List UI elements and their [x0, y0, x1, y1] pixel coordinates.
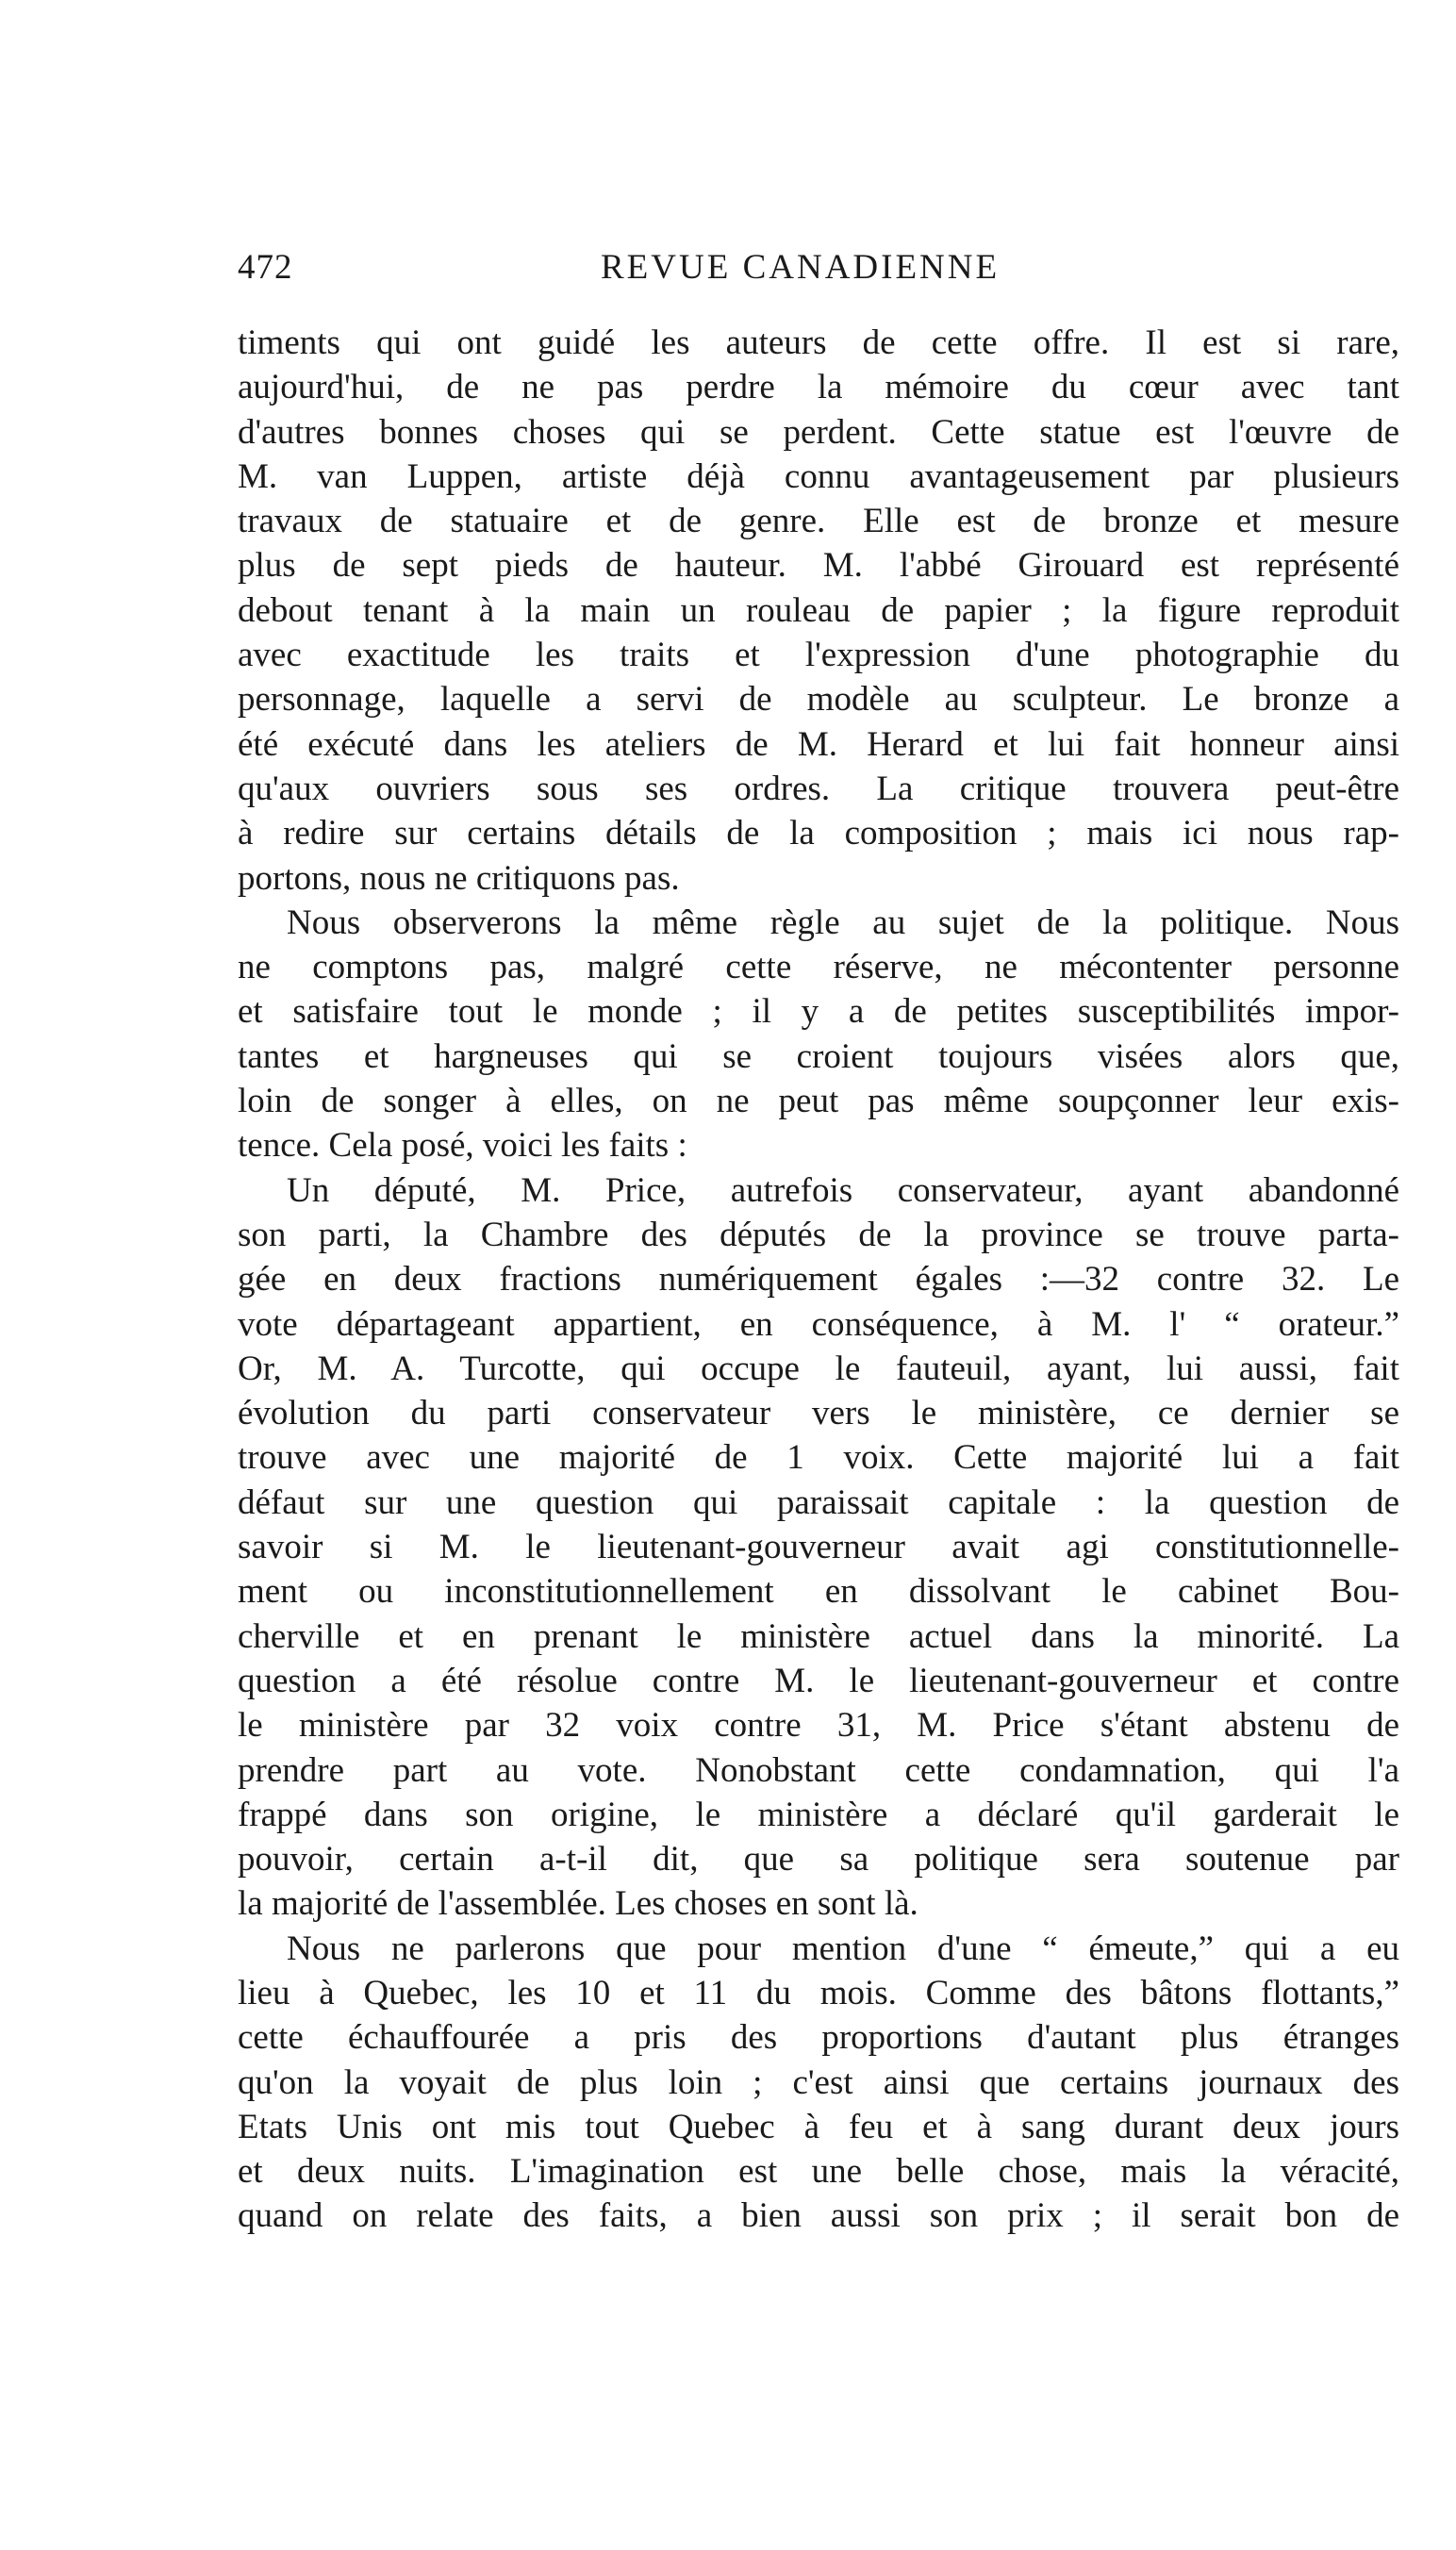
running-title: REVUE CANADIENNE	[601, 248, 1001, 287]
paragraph	[238, 321, 1399, 901]
body-text	[238, 321, 1399, 2239]
text-line: timents qui ont guidé les auteurs de cette offre. Il est si rare,	[238, 323, 1399, 362]
text-line: Etats Unis ont mis tout Quebec à feu et à sang durant deux jours	[238, 2107, 1399, 2146]
text-line: la majorité de l'assemblée. Les choses en sont là.	[238, 1884, 918, 1924]
text-line: Nous observerons la même règle au sujet de la politique. Nous	[287, 902, 1399, 942]
text-line: évolution du parti conservateur vers le ministère, ce dernier se	[238, 1394, 1399, 1433]
paragraph	[238, 1927, 1399, 2239]
text-line: loin de songer à elles, on ne peut pas même soupçonner leur exis-	[238, 1082, 1399, 1121]
text-line: plus de sept pieds de hauteur. M. l'abbé Girouard est représenté	[238, 546, 1399, 586]
text-line: ne comptons pas, malgré cette réserve, ne mécontenter personne	[238, 948, 1399, 987]
text-line: prendre part au vote. Nonobstant cette condamnation, qui l'a	[238, 1750, 1399, 1790]
text-line: gée en deux fractions numériquement égales :—32 contre 32. Le	[238, 1260, 1399, 1300]
text-line: son parti, la Chambre des députés de la province se trouve parta-	[238, 1215, 1399, 1254]
page-number: 472	[238, 248, 293, 287]
text-line: ment ou inconstitutionnellement en dissolvant le cabinet Bou-	[238, 1572, 1399, 1612]
text-line: avec exactitude les traits et l'expression d'une photographie du	[238, 636, 1399, 675]
text-line: trouve avec une majorité de 1 voix. Cette majorité lui a fait	[238, 1438, 1399, 1478]
text-line: Or, M. A. Turcotte, qui occupe le fauteuil, ayant, lui aussi, fait	[238, 1349, 1399, 1388]
text-line: portons, nous ne critiquons pas.	[238, 858, 680, 898]
text-line: Nous ne parlerons que pour mention d'une “ émeute,” qui a eu	[287, 1929, 1399, 1968]
text-line: debout tenant à la main un rouleau de papier ; la figure reproduit	[238, 590, 1399, 630]
text-line: défaut sur une question qui paraissait capitale : la question de	[238, 1482, 1399, 1522]
text-line: à redire sur certains détails de la composition ; mais ici nous rap-	[238, 814, 1399, 853]
text-line: tence. Cela posé, voici les faits :	[238, 1126, 687, 1166]
text-line: frappé dans son origine, le ministère a déclaré qu'il garderait le	[238, 1795, 1399, 1834]
text-line: personnage, laquelle a servi de modèle au sculpteur. Le bronze a	[238, 680, 1399, 720]
running-head	[238, 247, 1399, 294]
text-line: travaux de statuaire et de genre. Elle est de bronze et mesure	[238, 502, 1399, 541]
text-line: d'autres bonnes choses qui se perdent. Cette statue est l'œuvre de	[238, 412, 1399, 452]
text-line: qu'on la voyait de plus loin ; c'est ainsi que certains journaux des	[238, 2062, 1399, 2102]
text-line: été exécuté dans les ateliers de M. Herard et lui fait honneur ainsi	[238, 724, 1399, 764]
text-line: question a été résolue contre M. le lieutenant-gouverneur et contre	[238, 1661, 1399, 1700]
text-line: savoir si M. le lieutenant-gouverneur avait agi constitutionnelle-	[238, 1528, 1399, 1567]
paragraph	[238, 901, 1399, 1168]
text-line: et deux nuits. L'imagination est une belle chose, mais la véracité,	[238, 2152, 1399, 2192]
text-line: vote départageant appartient, en conséquence, à M. l' “ orateur.”	[238, 1304, 1399, 1344]
paragraph	[238, 1168, 1399, 1927]
text-line: M. van Luppen, artiste déjà connu avantageusement par plusieurs	[238, 456, 1399, 496]
text-line: cette échauffourée a pris des proportions d'autant plus étranges	[238, 2018, 1399, 2058]
text-line: quand on relate des faits, a bien aussi son prix ; il serait bon de	[238, 2196, 1399, 2236]
text-line: Un député, M. Price, autrefois conservateur, ayant abandonné	[287, 1170, 1399, 1210]
text-line: qu'aux ouvriers sous ses ordres. La critique trouvera peut-être	[238, 769, 1399, 808]
text-line: et satisfaire tout le monde ; il y a de petites susceptibilités impor-	[238, 992, 1399, 1032]
text-line: lieu à Quebec, les 10 et 11 du mois. Comme des bâtons flottants,”	[238, 1973, 1399, 2012]
text-line: pouvoir, certain a-t-il dit, que sa politique sera soutenue par	[238, 1840, 1399, 1879]
text-line: cherville et en prenant le ministère actuel dans la minorité. La	[238, 1616, 1399, 1656]
text-line: tantes et hargneuses qui se croient toujours visées alors que,	[238, 1036, 1399, 1076]
text-line: aujourd'hui, de ne pas perdre la mémoire du cœur avec tant	[238, 368, 1399, 407]
text-line: le ministère par 32 voix contre 31, M. Price s'étant abstenu de	[238, 1706, 1399, 1746]
